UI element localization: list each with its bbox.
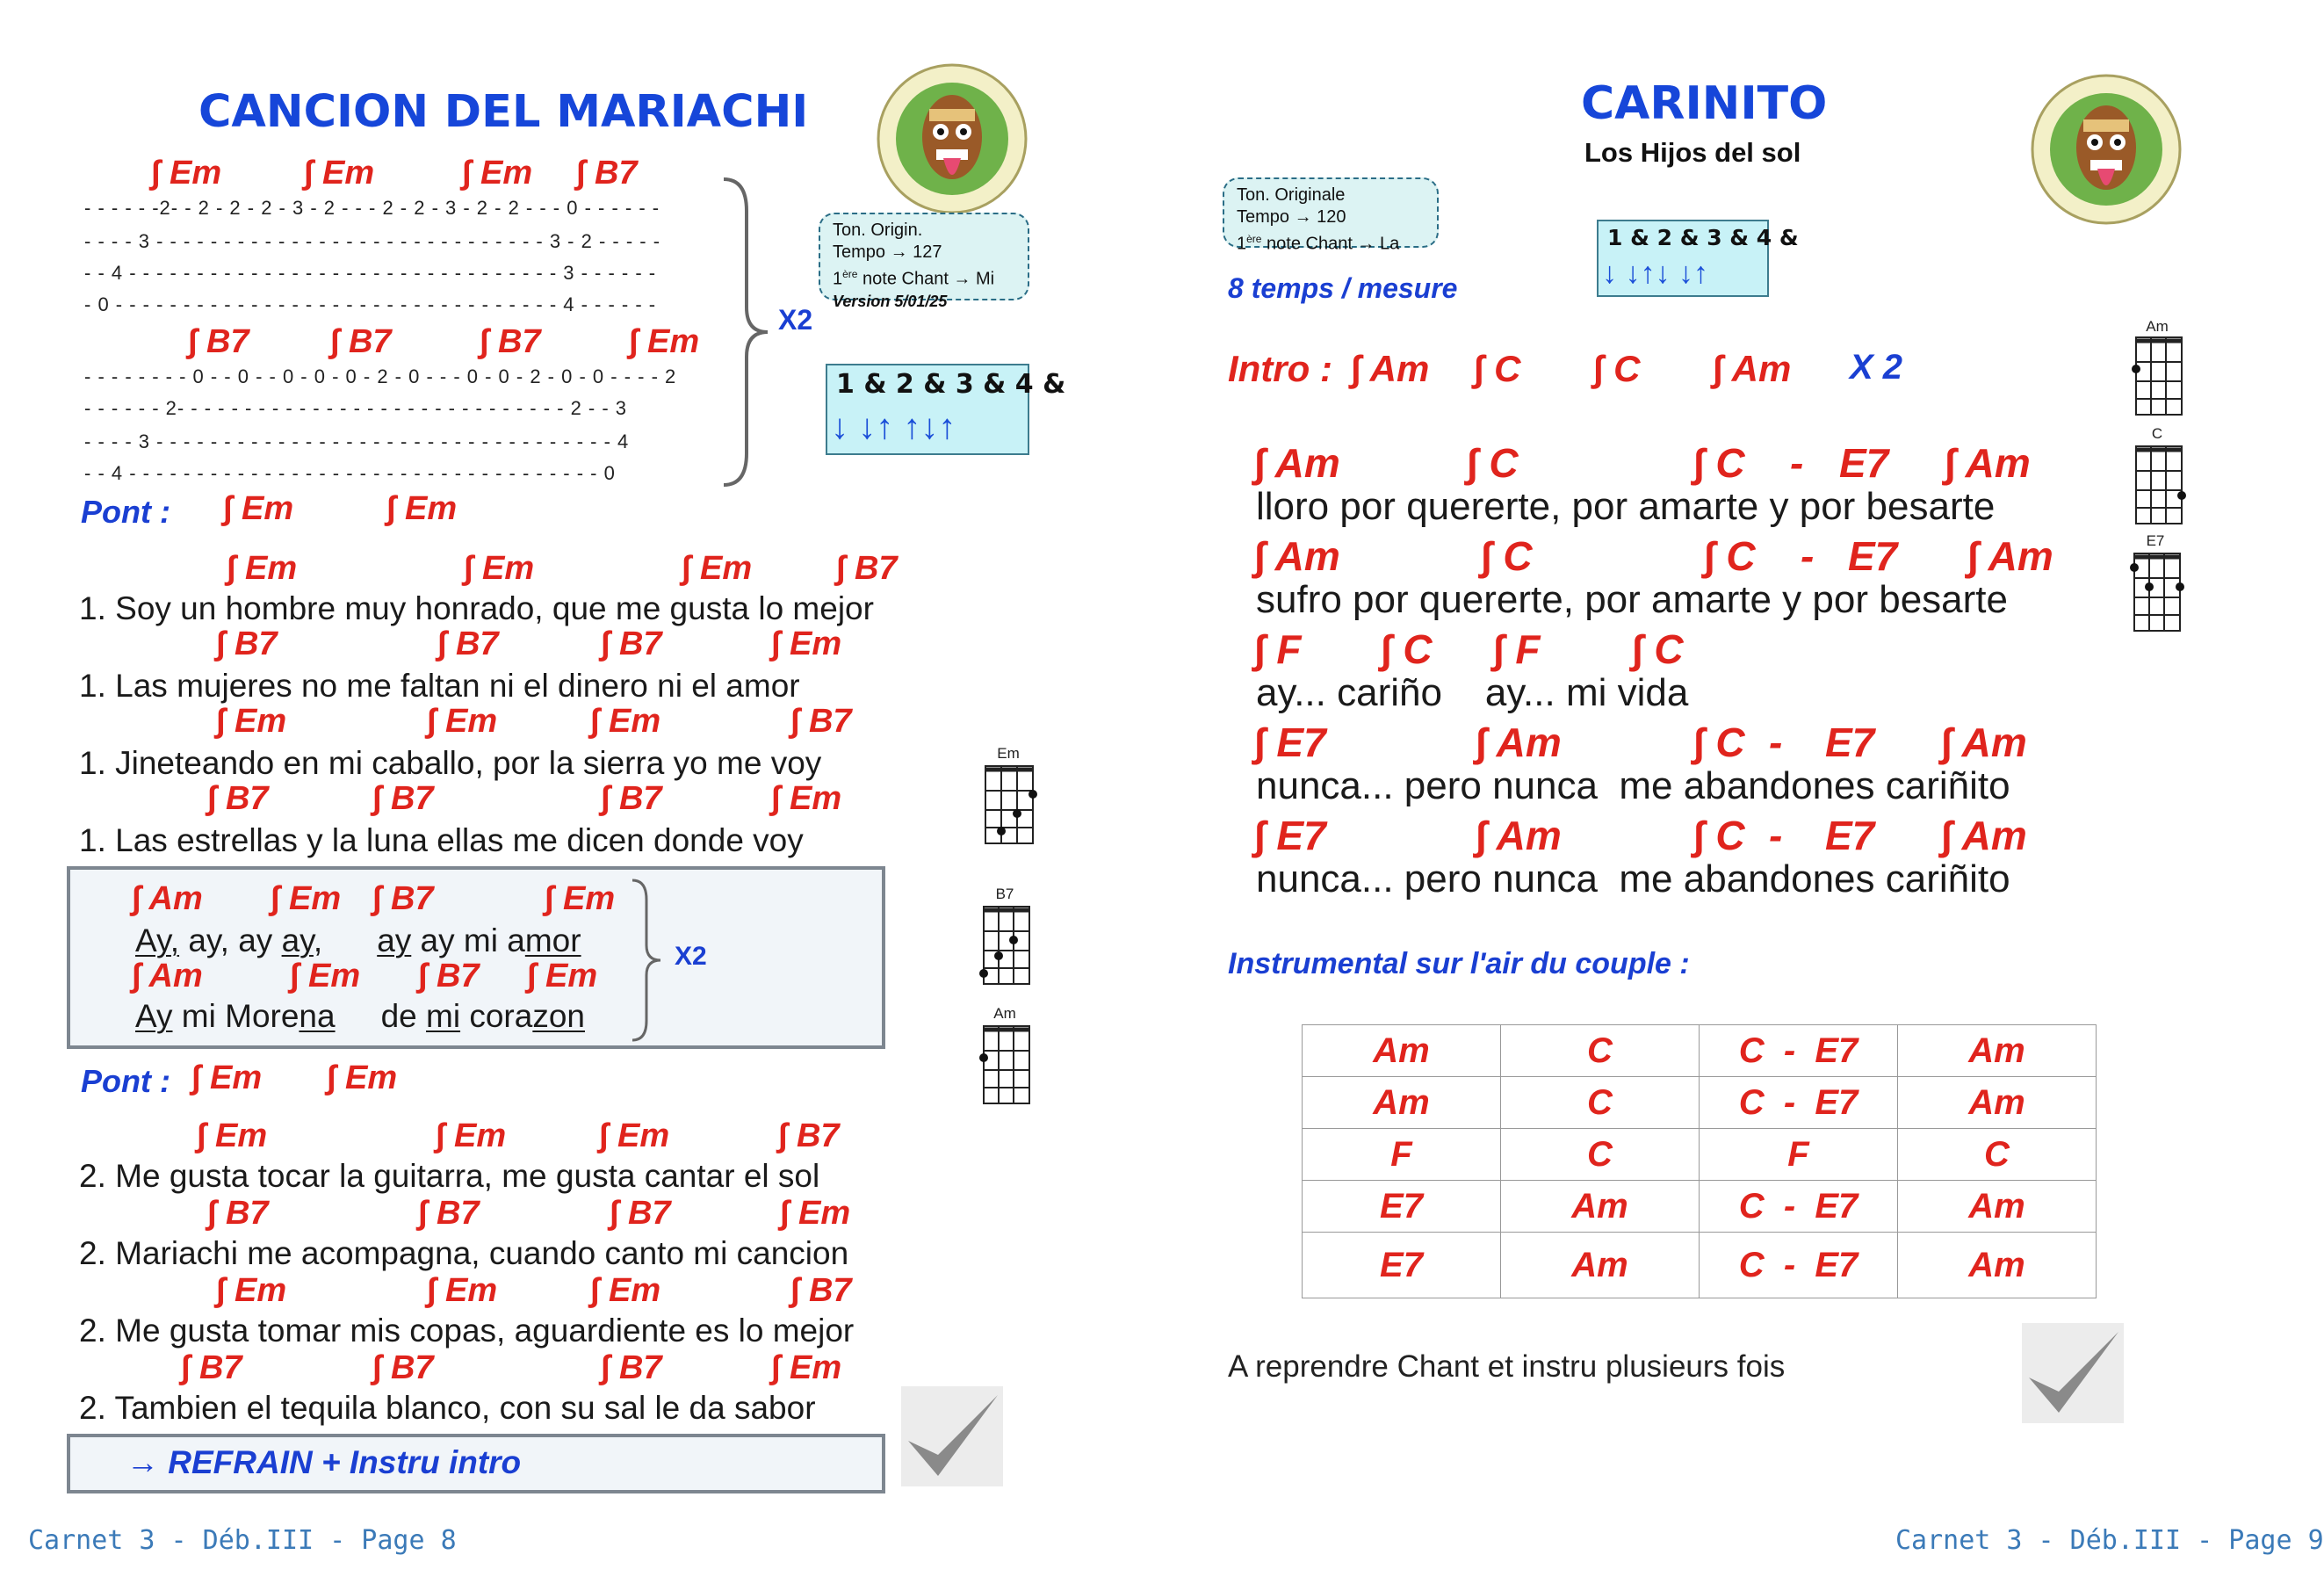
refrain-repeat-label: X2 xyxy=(675,942,707,971)
tab-line: - - - - - -2- - 2 - 2 - 2 - 3 - 2 - - - 2 - 2 - 3 - 2 - 2 - - - 0 - - - - - - xyxy=(84,197,660,219)
left-info-box: Ton. Origin. Tempo → 127 1ère note Chant → Mi Version 5/01/25 xyxy=(819,213,1029,300)
grid-row xyxy=(1303,1025,2097,1077)
meter-label: 8 temps / mesure xyxy=(1228,272,1458,304)
refrain-brace xyxy=(631,879,666,1042)
lyric-line: 2. Tambien el tequila blanco, con su sal le da sabor xyxy=(79,1390,816,1426)
lyric-line: 2. Me gusta tocar la guitarra, me gusta cantar el sol xyxy=(79,1158,820,1194)
grid-cell: F xyxy=(1700,1129,1898,1181)
grid-cell: C - E7 xyxy=(1700,1025,1898,1077)
grid-cell: Am xyxy=(1898,1025,2097,1077)
tab-line: - - - - - - - - 0 - - 0 - - 0 - 0 - 0 - 2 - 0 - - - 0 - 0 - 2 - 0 - 0 - - - - 2 xyxy=(84,365,677,387)
lyric-line: sufro por quererte, por amarte y por besarte xyxy=(1256,578,2008,621)
grid-cell: Am xyxy=(1303,1077,1501,1129)
instrumental-label: Instrumental sur l'air du couple : xyxy=(1228,947,1690,980)
right-strum-pattern: 1 & 2 & 3 & 4 & ↓ ↓↑↓ ↓↑ xyxy=(1597,220,1769,297)
grid-cell: C - E7 xyxy=(1700,1077,1898,1129)
closing-note: A reprendre Chant et instru plusieurs fois xyxy=(1228,1349,1786,1384)
instrumental-chord-grid xyxy=(1302,1024,2097,1298)
tab-repeat-label: X2 xyxy=(778,304,813,336)
tab-line: - - 4 - - - - - - - - - - - - - - - - - - - - - - - - - - - - - - - - 3 - - - - - - xyxy=(84,262,657,284)
lyric-line: lloro por quererte, por amarte y por besarte xyxy=(1256,485,1996,528)
left-song-title: CANCION DEL MARIACHI xyxy=(198,86,809,138)
am-chord-diagram-icon xyxy=(2131,336,2185,416)
grid-cell: F xyxy=(1303,1129,1501,1181)
tab-line: - - - - 3 - - - - - - - - - - - - - - - - - - - - - - - - - - - - - - - - - - 4 xyxy=(84,430,630,452)
checkmark-icon xyxy=(899,1385,1005,1488)
grid-cell: E7 xyxy=(1303,1233,1501,1298)
right-page-footer: Carnet 3 - Déb.III - Page 9 xyxy=(1895,1525,2324,1556)
c-chord-diagram-icon xyxy=(2131,445,2187,525)
left-strum-pattern: 1 & 2 & 3 & 4 & ↓ ↓↑ ↑↓↑ xyxy=(826,364,1029,455)
grid-row xyxy=(1303,1077,2097,1129)
grid-cell: C - E7 xyxy=(1700,1181,1898,1233)
tab-line: - - - - - - 2- - - - - - - - - - - - - - - - - - - - - - - - - - - - - 2 - - 3 xyxy=(84,397,628,419)
grid-row xyxy=(1303,1233,2097,1298)
right-song-subtitle: Los Hijos del sol xyxy=(1584,137,1801,168)
e7-chord-diagram-icon xyxy=(2129,552,2185,633)
grid-cell: Am xyxy=(1501,1181,1700,1233)
grid-cell: C xyxy=(1898,1129,2097,1181)
grid-cell: C xyxy=(1501,1077,1700,1129)
lyric-line: 1. Soy un hombre muy honrado, que me gusta lo mejor xyxy=(79,590,874,626)
pont-label: Pont : xyxy=(81,494,170,530)
grid-cell: C xyxy=(1501,1025,1700,1077)
lyric-line: 1. Las estrellas y la luna ellas me dicen donde voy xyxy=(79,822,804,858)
lyric-line: 1. Jineteando en mi caballo, por la sierra yo me voy xyxy=(79,745,822,781)
right-song-title: CARINITO xyxy=(1581,77,1828,130)
lyric-line: 1. Las mujeres no me faltan ni el dinero ni el amor xyxy=(79,668,800,704)
outro-box: → REFRAIN + Instru intro xyxy=(67,1434,885,1493)
grid-cell: Am xyxy=(1898,1077,2097,1129)
left-page-footer: Carnet 3 - Déb.III - Page 8 xyxy=(28,1525,457,1556)
lyric-line: ay... cariño ay... mi vida xyxy=(1256,671,1689,714)
lyric-line: 2. Mariachi me acompagna, cuando canto mi cancion xyxy=(79,1235,849,1271)
lyric-line: 2. Me gusta tomar mis copas, aguardiente es lo mejor xyxy=(79,1313,855,1349)
grid-row xyxy=(1303,1129,2097,1181)
em-chord-diagram-icon xyxy=(982,764,1036,845)
pont-2-label: Pont : xyxy=(81,1063,170,1099)
tab-brace xyxy=(720,176,773,488)
grid-cell: E7 xyxy=(1303,1181,1501,1233)
refrain-line-1: Ay, ay, ay ay, ay ay mi amor xyxy=(135,922,581,958)
grid-cell: C xyxy=(1501,1129,1700,1181)
refrain-line-2: Ay mi Morena de mi corazon xyxy=(135,998,585,1034)
grid-cell: Am xyxy=(1501,1233,1700,1298)
grid-cell: Am xyxy=(1303,1025,1501,1077)
tiki-logo-left xyxy=(875,60,1029,218)
right-info-box: Ton. Originale Tempo → 120 1ère note Chant → La xyxy=(1223,177,1439,248)
checkmark-icon xyxy=(2020,1321,2126,1425)
tiki-logo-right xyxy=(2029,70,2183,228)
grid-cell: Am xyxy=(1898,1233,2097,1298)
tab-line: - - 4 - - - - - - - - - - - - - - - - - - - - - - - - - - - - - - - - - - - 0 xyxy=(84,462,616,484)
tab-line: - - - - 3 - - - - - - - - - - - - - - - - - - - - - - - - - - - - - 3 - 2 - - - - - xyxy=(84,230,661,252)
lyric-line: nunca... pero nunca me abandones cariñito xyxy=(1256,857,2010,900)
b7-chord-diagram-icon xyxy=(978,905,1033,986)
grid-row xyxy=(1303,1181,2097,1233)
lyric-line: nunca... pero nunca me abandones cariñito xyxy=(1256,764,2010,807)
grid-cell: Am xyxy=(1898,1181,2097,1233)
am-chord-diagram-icon xyxy=(978,1024,1033,1105)
tab-line: - 0 - - - - - - - - - - - - - - - - - - - - - - - - - - - - - - - - - 4 - - - - - - xyxy=(84,293,657,315)
grid-cell: C - E7 xyxy=(1700,1233,1898,1298)
